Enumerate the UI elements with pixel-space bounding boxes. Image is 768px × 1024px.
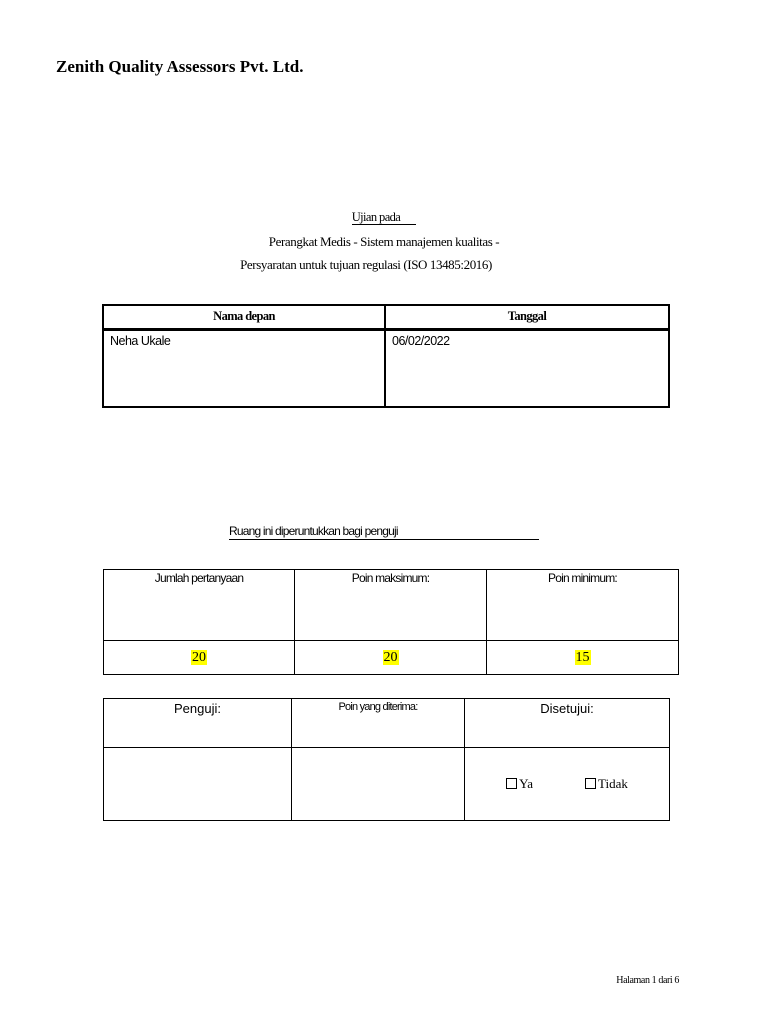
exam-title-line-2: Persyaratan untuk tujuan regulasi (ISO 13485:2016) [240,257,492,272]
header-approved: Disetujui: [465,699,670,748]
header-date: Tanggal [385,305,669,330]
examiner-field[interactable] [104,748,292,821]
header-first-name: Nama depan [103,305,385,330]
header-points-received: Poin yang diterima: [292,699,465,748]
option-yes-label: Ya [519,776,533,791]
approval-table [103,698,670,821]
page-number: Halaman 1 dari 6 [616,975,679,986]
company-name: Zenith Quality Assessors Pvt. Ltd. [56,57,304,76]
option-yes[interactable] [506,776,533,792]
question-count-cell [104,641,295,675]
candidate-table [102,304,670,408]
examiner-section-label: Ruang ini diperuntukkan bagi penguji [229,524,539,540]
max-points-cell [295,641,487,675]
points-table [103,569,679,675]
option-no[interactable] [585,776,628,792]
min-points-value: 15 [575,649,590,665]
exam-title-line-1: Perangkat Medis - Sistem manajemen kualitas - [268,234,500,249]
min-points-cell [487,641,679,675]
points-received-field[interactable] [292,748,465,821]
checkbox-icon[interactable] [585,778,596,789]
checkbox-icon[interactable] [506,778,517,789]
candidate-name-field[interactable]: Neha Ukale [103,330,385,407]
header-question-count: Jumlah pertanyaan [104,570,295,641]
approval-options [465,748,670,821]
max-points-value: 20 [383,649,398,665]
exam-date-field[interactable]: 06/02/2022 [385,330,669,407]
question-count-value: 20 [192,649,206,665]
header-min-points: Poin minimum: [487,570,679,641]
option-no-label: Tidak [597,776,628,791]
exam-heading: Ujian pada [0,210,768,225]
header-examiner: Penguji: [104,699,292,748]
header-max-points: Poin maksimum: [295,570,487,641]
